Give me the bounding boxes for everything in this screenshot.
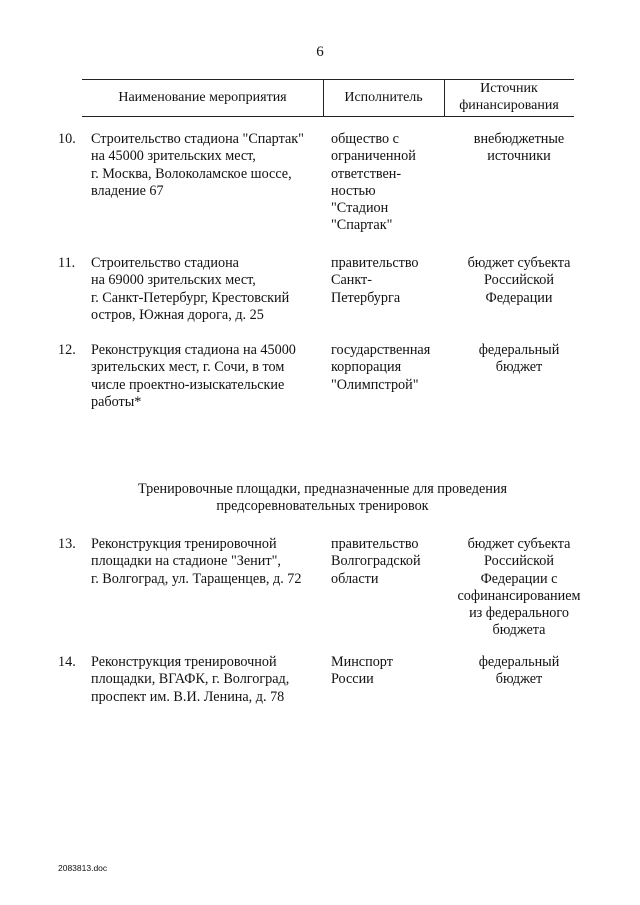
column-header-source: Источник финансирования bbox=[459, 81, 559, 113]
column-header-executor: Исполнитель bbox=[344, 90, 423, 105]
row-executor: государственная корпорация "Олимпстрой" bbox=[331, 342, 431, 393]
row-source: федеральный бюджет bbox=[478, 654, 560, 688]
row-name: Строительство стадиона "Спартак" на 45000 зрительских мест, г. Москва, Волоколамское шоссе, владение 67 bbox=[91, 131, 304, 199]
row-name: Реконструкция тренировочной площадки на стадионе "Зенит", г. Волгоград, ул. Таращенцев, д. 72 bbox=[91, 536, 302, 587]
row-executor: правительство Волгоградской области bbox=[331, 536, 421, 587]
row-executor: общество с ограниченной ответствен- ностью "Стадион "Спартак" bbox=[331, 131, 416, 234]
row-source: бюджет субъекта Российской Федерации с софинансированием из федерального бюджета bbox=[457, 536, 581, 639]
row-number: 10. bbox=[58, 131, 76, 147]
row-number: 13. bbox=[58, 536, 76, 552]
row-source: федеральный бюджет bbox=[478, 342, 560, 376]
row-number: 11. bbox=[58, 255, 76, 271]
row-number: 14. bbox=[58, 654, 76, 670]
section-title: Тренировочные площадки, предназначенные для проведения предсоревновательных тренировок bbox=[137, 481, 508, 515]
row-name: Реконструкция стадиона на 45000 зрительских мест, г. Сочи, в том числе проектно-изыскательские работы* bbox=[91, 342, 296, 410]
row-source: бюджет субъекта Российской Федерации bbox=[467, 255, 571, 306]
row-executor: правительство Санкт- Петербурга bbox=[331, 255, 419, 306]
column-header-name: Наименование мероприятия bbox=[118, 90, 287, 105]
row-executor: Минспорт России bbox=[331, 654, 393, 688]
page-number: 6 bbox=[316, 44, 324, 60]
row-number: 12. bbox=[58, 342, 76, 358]
document-id: 2083813.doc bbox=[58, 863, 108, 873]
row-source: внебюджетные источники bbox=[473, 131, 565, 165]
row-name: Реконструкция тренировочной площадки, ВГАФК, г. Волгоград, проспект им. В.И. Ленина, д. 78 bbox=[91, 654, 290, 705]
row-name: Строительство стадиона на 69000 зрительских мест, г. Санкт-Петербург, Крестовский остров, Южная дорога, д. 25 bbox=[91, 255, 290, 323]
table-header-bottom-rule bbox=[82, 116, 574, 117]
